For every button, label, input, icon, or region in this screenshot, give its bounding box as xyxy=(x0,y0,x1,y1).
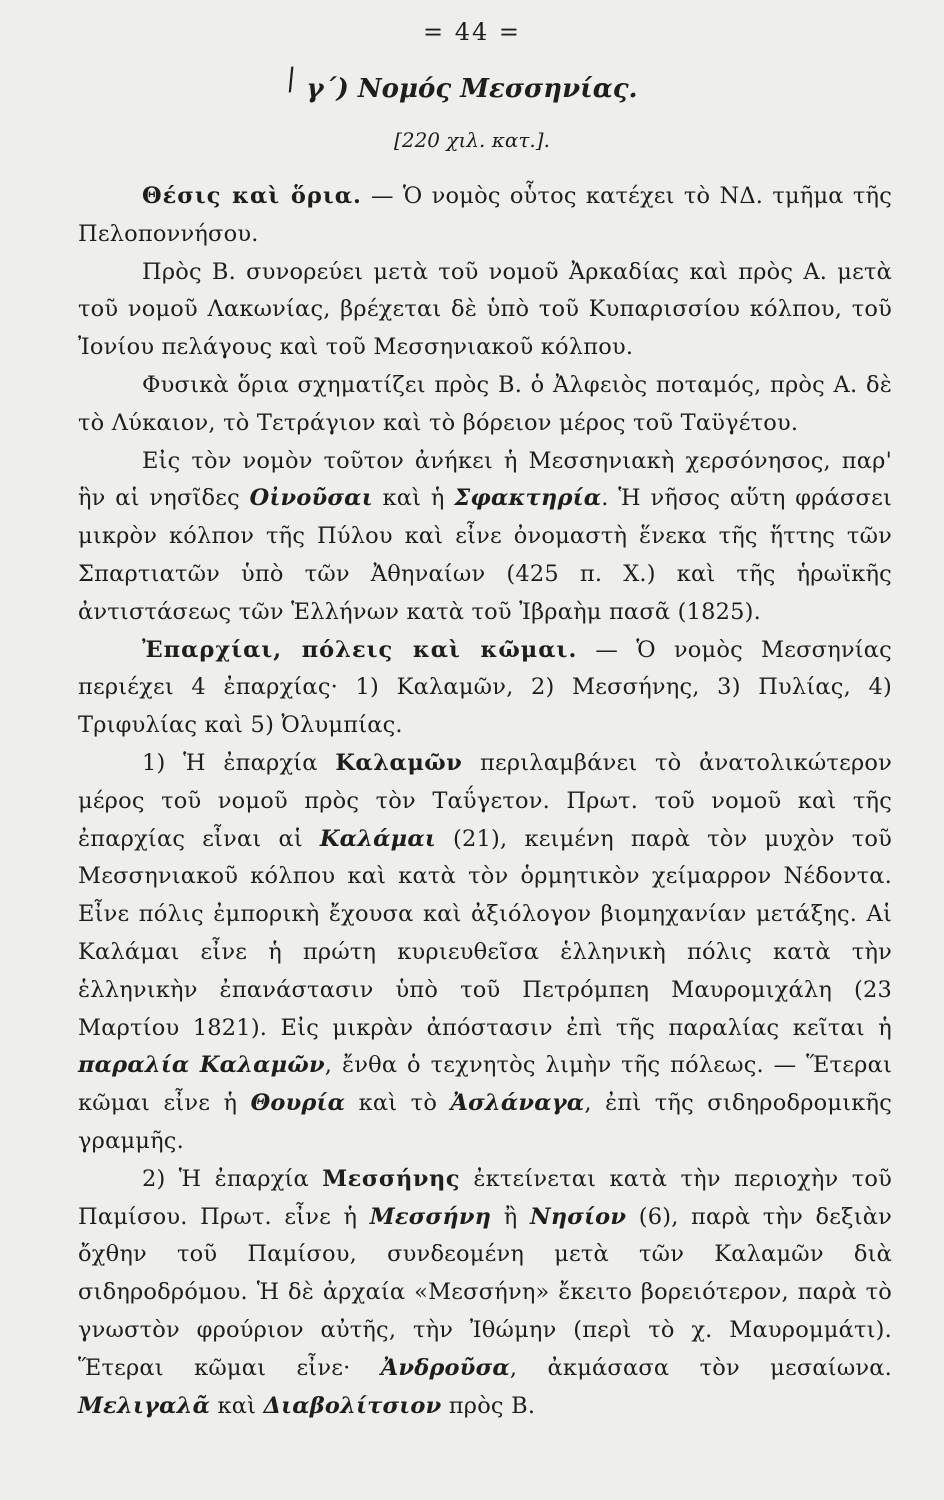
paragraph-peninsula: Εἰς τὸν νομὸν τοῦτον ἀνήκει ἡ Μεσσηνιακὴ χερσόνησος, παρ' ἣν αἱ νησῖδες Οἰνοῦσαι καὶ ἡ Σφακτηρία. Ἡ νῆσος αὕτη φράσσει μικρὸν κόλπον τῆς Πύλου καὶ εἶνε ὀνομαστὴ ἕνεκα τῆς ἥττης τῶν Σπαρτιατῶν ὑπὸ τῶν Ἀθηναίων (425 π. Χ.) καὶ τῆς ἡρωϊκῆς ἀντιστάσεως τῶν Ἑλλήνων κατὰ τοῦ Ἰβραὴμ πασᾶ (1825). xyxy=(78,447,892,625)
place-name: Καλάμαι xyxy=(319,825,436,852)
section-title: γ΄) Νομός Μεσσηνίας. xyxy=(306,74,638,104)
paragraph-kalamon: 1) Ἡ ἐπαρχία Καλαμῶν περιλαμβάνει τὸ ἀνατολικώτερον μέρος τοῦ νομοῦ πρὸς τὸν Ταΰγετον. Πρωτ. τοῦ νομοῦ καὶ τῆς ἐπαρχίας εἶναι αἱ Καλάμαι (21), κειμένη παρὰ τὸν μυχὸν τοῦ Μεσσηνιακοῦ κόλπου καὶ κατὰ τὸν ὁρμητικὸν χείμαρρον Νέδοντα. Εἶνε πόλις ἐμπορικὴ ἔχουσα καὶ ἀξιόλογον βιομηχανίαν μετάξης. Αἱ Καλάμαι εἶνε ἡ πρώτη κυριευθεῖσα ἑλληνικὴ πόλις κατὰ τὴν ἑλληνικὴν ἐπανάστασιν ὑπὸ τοῦ Πετρόμπεη Μαυρομιχάλη (23 Μαρτίου 1821). Εἰς μικρὰν ἀπόστασιν ἐπὶ τῆς παραλίας κεῖται ἡ παραλία Καλαμῶν, ἔνθα ὁ τεχνητὸς λιμὴν τῆς πόλεως. — Ἕτεραι κῶμαι εἶνε ἡ Θουρία καὶ τὸ Ἀσλάναγα, ἐπὶ τῆς σιδηροδρομικῆς γραμμῆς. xyxy=(78,749,892,1154)
place-name: Ἀνδροῦσα xyxy=(380,1354,510,1381)
pencil-mark: / xyxy=(282,61,300,98)
paragraph-messinis: 2) Ἡ ἐπαρχία Μεσσήνης ἐκτείνεται κατὰ τὴν περιοχὴν τοῦ Παμίσου. Πρωτ. εἶνε ἡ Μεσσήνη ἢ Νησίον (6), παρὰ τὴν δεξιὰν ὄχθην τοῦ Παμίσου, συνδεομένη μετὰ τῶν Καλαμῶν διὰ σιδηροδρόμου. Ἡ δὲ ἀρχαία «Μεσσήνη» ἔκειτο βορειότερον, παρὰ τὸ γνωστὸν φρούριον αὐτῆς, τὴν Ἰθώμην (περὶ τὸ χ. Μαυρομμάτι). Ἕτεραι κῶμαι εἶνε· Ἀνδροῦσα, ἀκμάσασα τὸν μεσαίωνα. Μελιγαλᾶ καὶ Διαβολίτσιον πρὸς Β. xyxy=(78,1165,892,1419)
district-name: Καλαμῶν xyxy=(335,749,463,776)
place-name: Μελιγαλᾶ xyxy=(78,1392,211,1419)
area-note: [220 χιλ. κατ.]. xyxy=(394,128,550,152)
paragraph-natural-borders: Φυσικὰ ὅρια σχηματίζει πρὸς Β. ὁ Ἀλφειὸς ποταμός, πρὸς Α. δὲ τὸ Λύκαιον, τὸ Τετράγιον καὶ τὸ βόρειον μέρος τοῦ Ταϋγέτου. xyxy=(78,371,892,436)
place-name: Θουρία xyxy=(250,1090,346,1117)
heading-location: Θέσις καὶ ὅρια. xyxy=(142,183,362,209)
place-name: Διαβολίτσιον xyxy=(263,1392,442,1419)
paragraph-provinces: Ἐπαρχίαι, πόλεις καὶ κῶμαι. — Ὁ νομὸς Μεσσηνίας περιέχει 4 ἐπαρχίας· 1) Καλαμῶν, 2) Μεσσήνης, 3) Πυλίας, 4) Τριφυλίας καὶ 5) Ὀλυμπίας. xyxy=(78,636,892,739)
district-name: Μεσσήνης xyxy=(322,1165,461,1192)
page-body xyxy=(78,178,892,1425)
paragraph-borders: Πρὸς Β. συνορεύει μετὰ τοῦ νομοῦ Ἀρκαδίας καὶ πρὸς Α. μετὰ τοῦ νομοῦ Λακωνίας, βρέχεται δὲ ὑπὸ τοῦ Κυπαρισσίου κόλπου, τοῦ Ἰονίου πελάγους καὶ τοῦ Μεσσηνιακοῦ κόλπου. xyxy=(78,258,892,361)
place-name: Οἰνοῦσαι xyxy=(249,485,373,512)
place-name: Μεσσήνη xyxy=(369,1203,492,1230)
heading-provinces: Ἐπαρχίαι, πόλεις καὶ κῶμαι. xyxy=(142,636,578,663)
place-name: Νησίον xyxy=(529,1203,627,1230)
place-name: παραλία Καλαμῶν xyxy=(78,1052,325,1079)
page-number: = 44 = xyxy=(422,18,521,46)
place-name: Σφακτηρία xyxy=(454,485,602,512)
place-name: Ἀσλάναγα xyxy=(450,1090,585,1117)
paragraph-location: Θέσις καὶ ὅρια. — Ὁ νομὸς οὗτος κατέχει τὸ ΝΔ. τμῆμα τῆς Πελοποννήσου. xyxy=(78,183,892,247)
